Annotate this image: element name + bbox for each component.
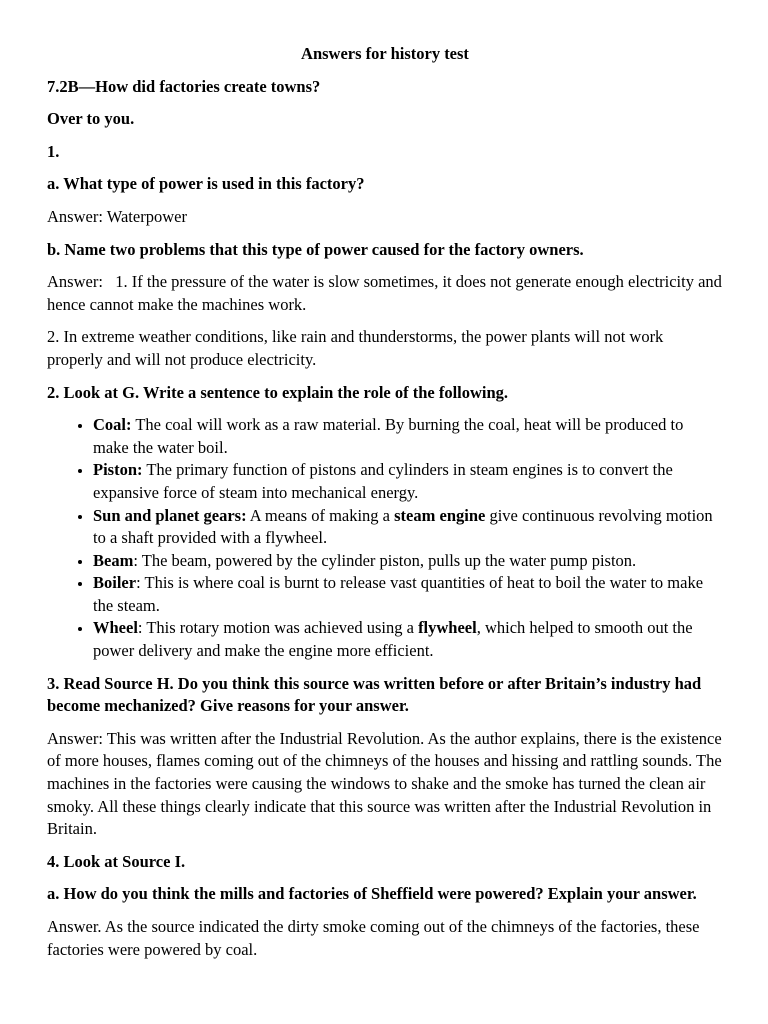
- text-coal: The coal will work as a raw material. By burning the coal, heat will be produced to make the water boil.: [93, 415, 688, 457]
- list-item-piston: [93, 459, 723, 504]
- term-piston: Piston:: [93, 460, 143, 480]
- text-wheel-bold: flywheel: [418, 618, 477, 638]
- over-to-you-heading: Over to you.: [47, 109, 135, 129]
- document-page: [47, 43, 727, 971]
- text-beam: : The beam, powered by the cylinder piston, pulls up the water pump piston.: [133, 550, 637, 570]
- term-beam: Beam: [93, 550, 134, 570]
- question-4a: a. How do you think the mills and factories of Sheffield were powered? Explain your answer.: [47, 884, 697, 904]
- list-item-wheel: [93, 617, 723, 662]
- text-wheel-before: : This rotary motion was achieved using a: [137, 618, 419, 638]
- role-list: [47, 414, 723, 663]
- section-heading: 7.2B—How did factories create towns?: [47, 76, 321, 96]
- term-coal: Coal:: [93, 415, 132, 435]
- text-gears-before: A means of making a: [246, 505, 395, 525]
- text-boiler: : This is where coal is burnt to release vast quantities of heat to boil the water to make the steam.: [93, 573, 704, 615]
- answer-3: Answer: This was written after the Industrial Revolution. As the author explains, there is the existence of more houses, flames coming out of the chimneys of the houses and hissing and rattling sounds. The machines in the factories were causing the windows to shake and the smoke has turned the clean air smoky. All these things clearly indicate that this source was written after the Industrial Revolution in Britain.: [47, 728, 722, 839]
- answer-1b-part1: Answer: 1. If the pressure of the water is slow sometimes, it does not generate enough electricity and hence cannot make the machines work.: [47, 272, 727, 314]
- question-1b: b. Name two problems that this type of power caused for the factory owners.: [47, 239, 584, 259]
- list-item-gears: [93, 505, 723, 550]
- question-1a: a. What type of power is used in this factory?: [47, 174, 365, 194]
- list-item-boiler: [93, 572, 723, 617]
- list-item-beam: [93, 550, 723, 573]
- text-wheel-after: , which helped to smooth out the power delivery and make the engine more efficient.: [93, 618, 693, 661]
- answer-4a: Answer. As the source indicated the dirty smoke coming out of the chimneys of the factories, these factories were powered by coal.: [47, 917, 700, 959]
- answer-1a: Answer: Waterpower: [47, 206, 187, 226]
- text-gears-after: give continuous revolving motion to a shaft provided with a flywheel.: [93, 505, 717, 548]
- question-3: 3. Read Source H. Do you think this source was written before or after Britain’s industry had become mechanized? Give reasons for your answer.: [47, 673, 702, 716]
- question-1-number: 1.: [47, 141, 60, 161]
- term-wheel: Wheel: [93, 618, 138, 638]
- term-boiler: Boiler: [93, 573, 137, 593]
- text-gears-bold: steam engine: [394, 505, 486, 525]
- term-gears: Sun and planet gears:: [93, 505, 247, 525]
- document-title: Answers for history test: [301, 44, 469, 63]
- question-4: 4. Look at Source I.: [47, 851, 186, 871]
- answer-1b-part2: 2. In extreme weather conditions, like rain and thunderstorms, the power plants will not work properly and will not produce electricity.: [47, 327, 664, 369]
- list-item-coal: [93, 414, 723, 459]
- text-piston: The primary function of pistons and cylinders in steam engines is to convert the expansive force of steam into mechanical energy.: [93, 460, 677, 502]
- question-2: 2. Look at G. Write a sentence to explain the role of the following.: [47, 382, 509, 402]
